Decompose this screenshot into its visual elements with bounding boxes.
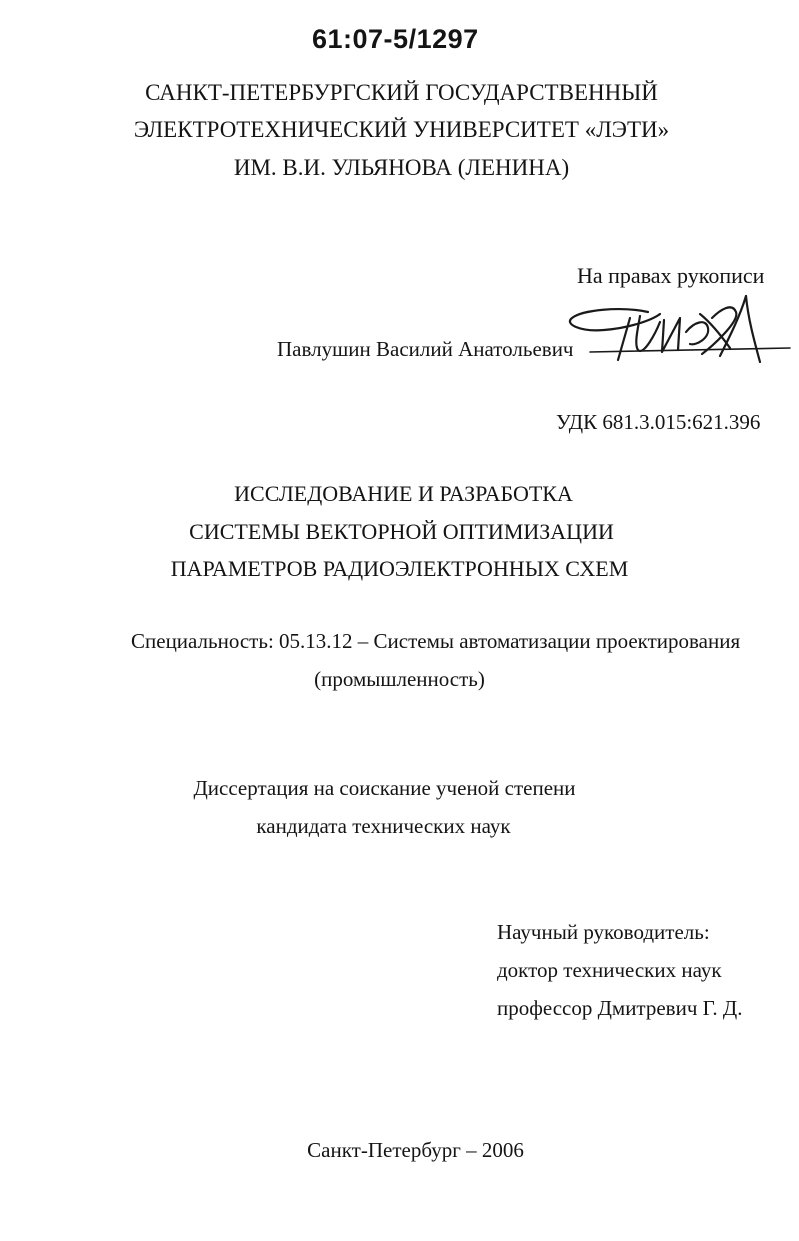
institution-line-3: ИМ. В.И. УЛЬЯНОВА (ЛЕНИНА) <box>233 155 570 180</box>
institution-line-2: ЭЛЕКТРОТЕХНИЧЕСКИЙ УНИВЕРСИТЕТ «ЛЭТИ» <box>133 117 670 142</box>
signature-loop <box>570 309 660 330</box>
author-name: Павлушин Василий Анатольевич <box>277 337 574 361</box>
archive-code: 61:07-5/1297 <box>312 24 479 54</box>
thesis-title-line-1: ИССЛЕДОВАНИЕ И РАЗРАБОТКА <box>234 481 573 506</box>
degree-line-2: кандидата технических наук <box>256 814 511 838</box>
thesis-title-line-2: СИСТЕМЫ ВЕКТОРНОЙ ОПТИМИЗАЦИИ <box>189 519 614 544</box>
udc-code: УДК 681.3.015:621.396 <box>556 410 761 434</box>
thesis-title-line-3: ПАРАМЕТРОВ РАДИОЭЛЕКТРОННЫХ СХЕМ <box>170 556 629 581</box>
signature-stroke-1 <box>618 318 630 360</box>
signature-image <box>560 292 792 368</box>
specialty-line-1: Специальность: 05.13.12 – Системы автоматизации проектирования <box>131 629 741 653</box>
signature-stroke-3 <box>662 318 680 352</box>
signature-stroke-8 <box>746 296 760 362</box>
supervisor-degree: доктор технических наук <box>497 958 722 982</box>
city-year: Санкт-Петербург – 2006 <box>307 1138 524 1162</box>
signature-stroke-4 <box>686 322 708 344</box>
institution-line-1: САНКТ-ПЕТЕРБУРГСКИЙ ГОСУДАРСТВЕННЫЙ <box>145 80 658 105</box>
supervisor-label: Научный руководитель: <box>497 920 710 944</box>
signature-stroke-7 <box>720 296 746 356</box>
specialty-line-2: (промышленность) <box>314 667 485 691</box>
degree-line-1: Диссертация на соискание ученой степени <box>193 776 576 800</box>
manuscript-note: На правах рукописи <box>577 263 765 288</box>
supervisor-name: профессор Дмитревич Г. Д. <box>497 996 743 1020</box>
